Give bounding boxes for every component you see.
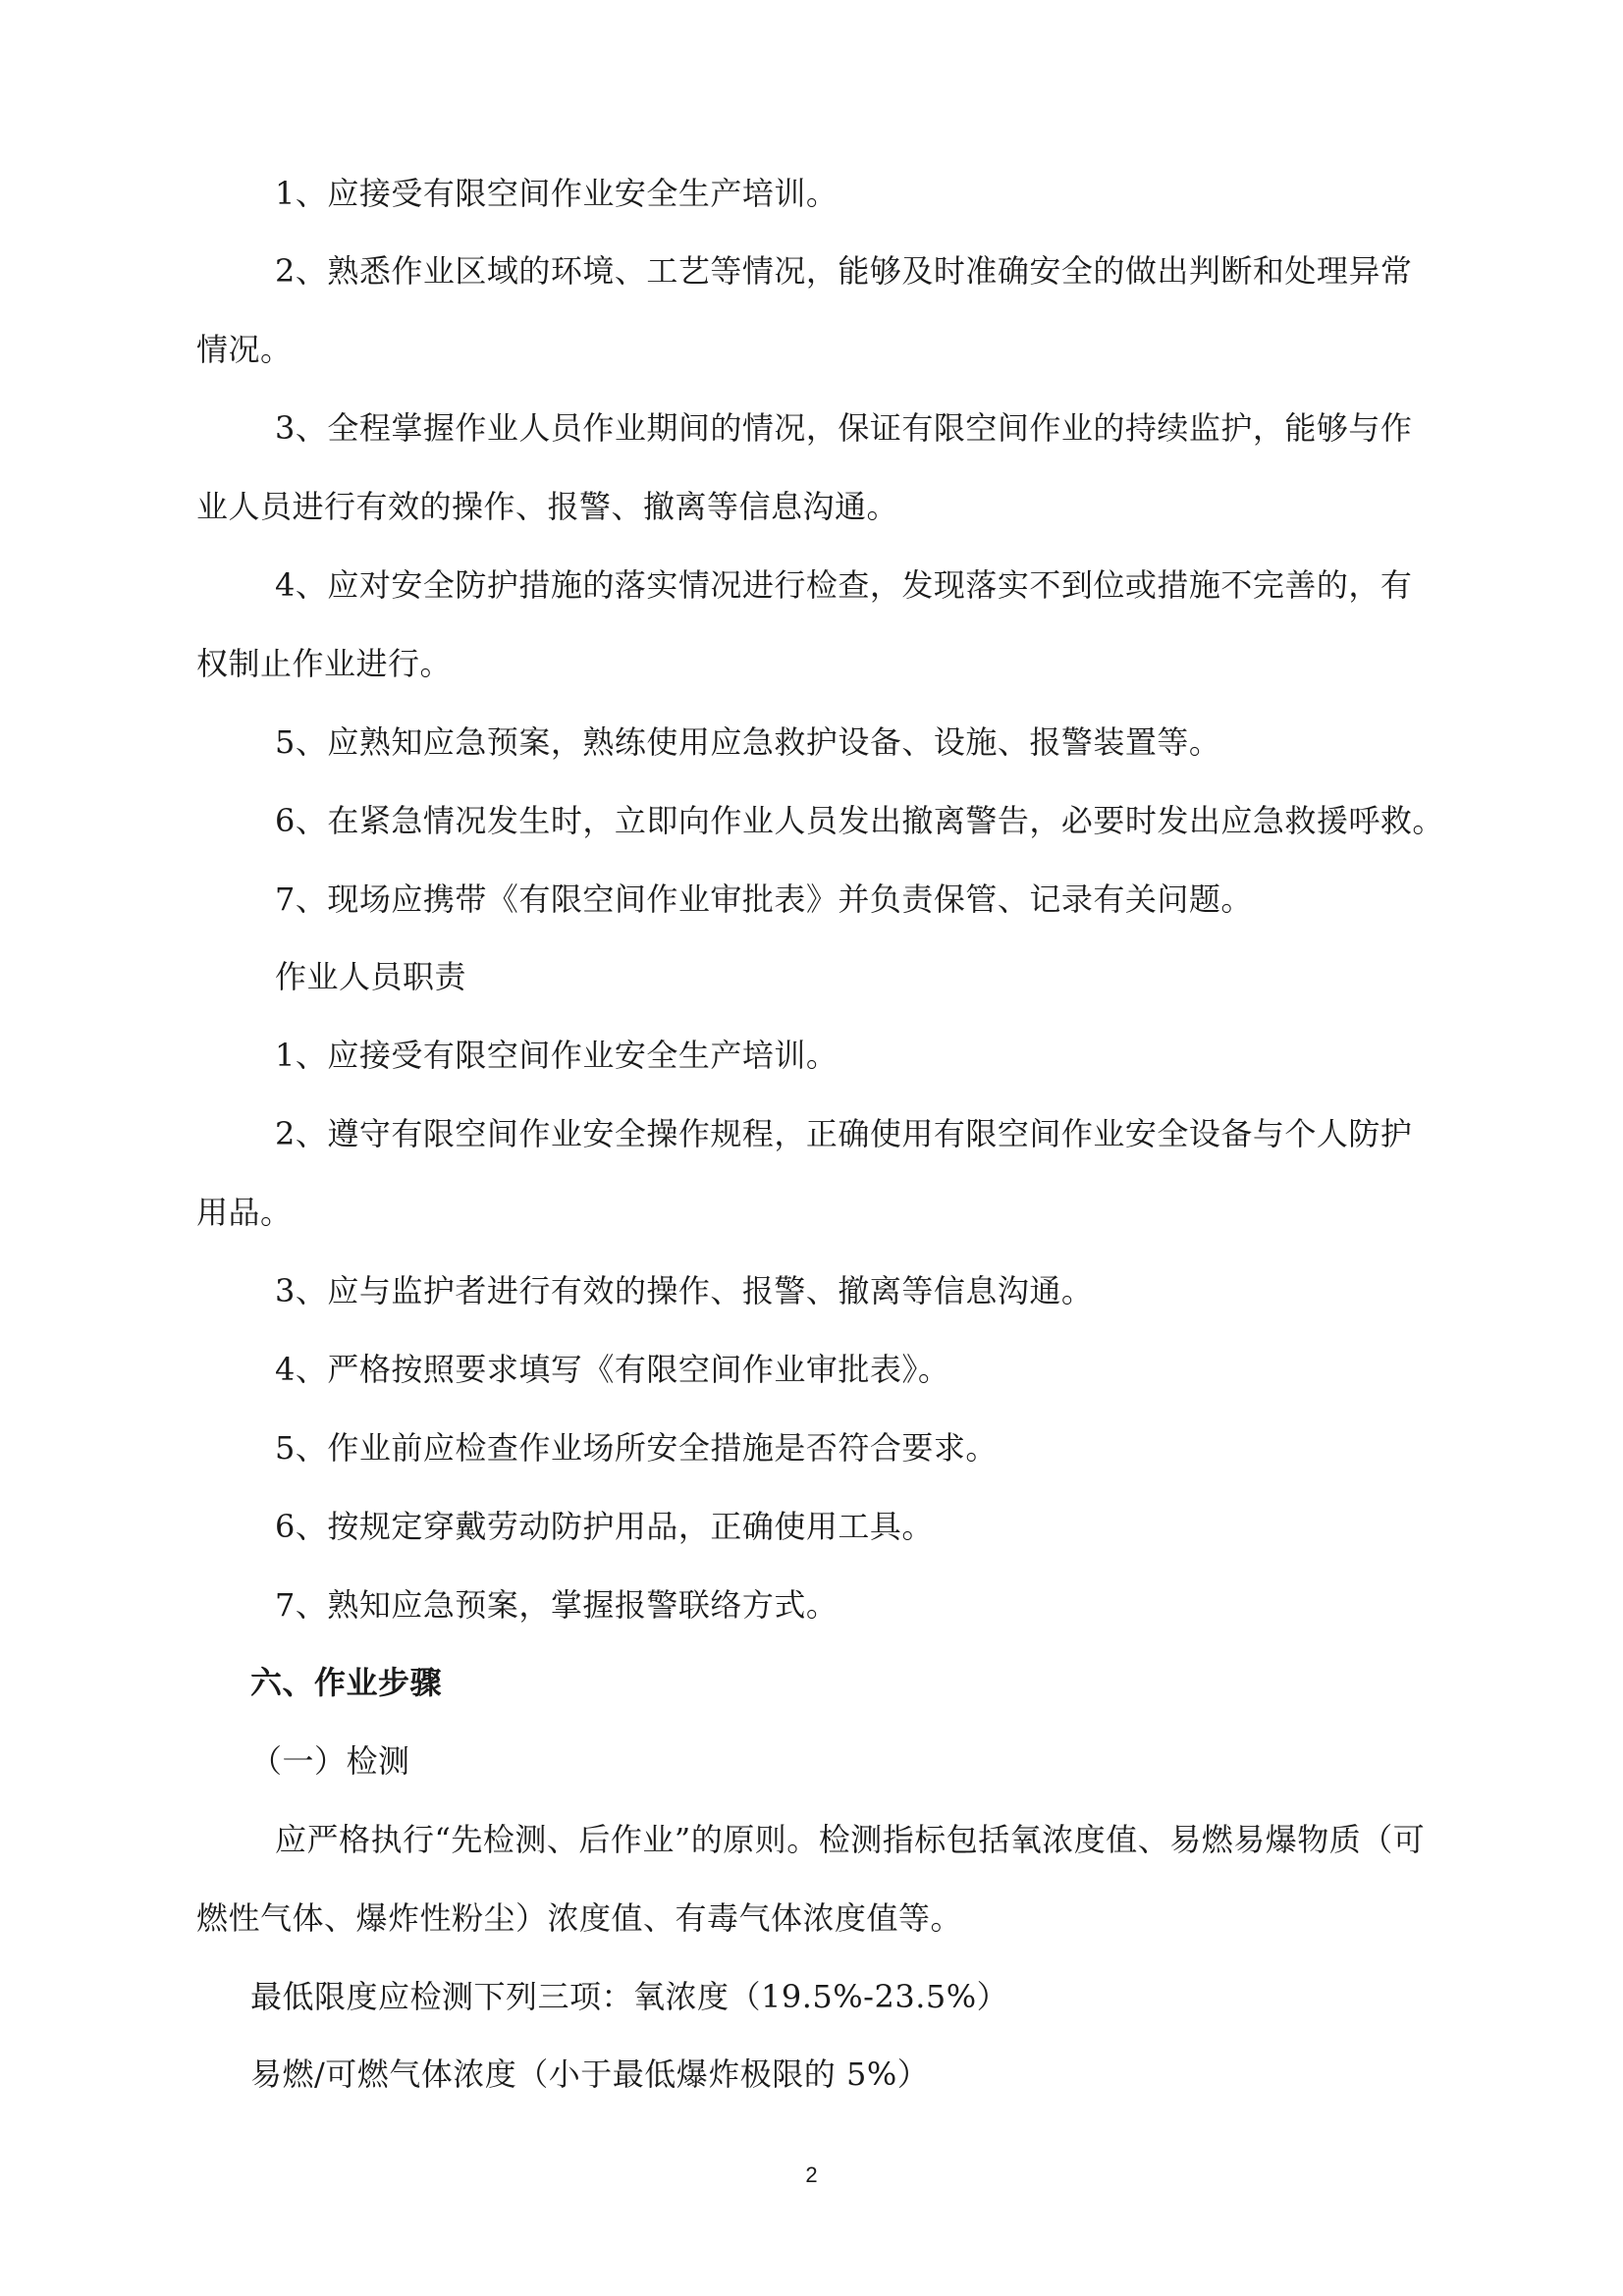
supervisor-duty-7: 7、现场应携带《有限空间作业审批表》并负责保管、记录有关问题。 [275,881,1253,918]
supervisor-duty-6: 6、在紧急情况发生时，立即向作业人员发出撤离警告，必要时发出应急救援呼救。 [275,802,1444,839]
minimum-detection-line-2: 易燃/可燃气体浓度（小于最低爆炸极限的 5%） [250,2056,930,2093]
detection-paragraph-line-2: 燃性气体、爆炸性粉尘）浓度值、有毒气体浓度值等。 [196,1899,963,1937]
supervisor-duty-2: 2、熟悉作业区域的环境、工艺等情况，能够及时准确安全的做出判断和处理异常 [275,252,1413,290]
worker-duty-1: 1、应接受有限空间作业安全生产培训。 [275,1037,839,1074]
worker-duties-title: 作业人员职责 [275,958,467,995]
supervisor-duty-4-cont: 权制止作业进行。 [196,645,453,682]
worker-duty-3: 3、应与监护者进行有效的操作、报警、撤离等信息沟通。 [275,1272,1094,1309]
supervisor-duty-3: 3、全程掌握作业人员作业期间的情况，保证有限空间作业的持续监护，能够与作 [275,409,1413,447]
worker-duty-4: 4、严格按照要求填写《有限空间作业审批表》。 [275,1351,950,1388]
worker-duty-7: 7、熟知应急预案，掌握报警联络方式。 [275,1586,839,1624]
section-heading: 六、作业步骤 [250,1664,443,1701]
worker-duty-2-cont: 用品。 [196,1194,293,1231]
detection-paragraph-line-1: 应严格执行“先检测、后作业”的原则。检测指标包括氧浓度值、易燃易爆物质（可 [275,1821,1426,1858]
page-number: 2 [805,2163,818,2187]
supervisor-duty-5: 5、应熟知应急预案，熟练使用应急救护设备、设施、报警装置等。 [275,723,1221,761]
supervisor-duty-4: 4、应对安全防护措施的落实情况进行检查，发现落实不到位或措施不完善的，有 [275,566,1413,604]
supervisor-duty-1: 1、应接受有限空间作业安全生产培训。 [275,175,839,212]
worker-duty-2: 2、遵守有限空间作业安全操作规程，正确使用有限空间作业安全设备与个人防护 [275,1115,1413,1152]
worker-duty-5: 5、作业前应检查作业场所安全措施是否符合要求。 [275,1429,998,1467]
subsection-heading: （一）检测 [250,1742,410,1780]
supervisor-duty-2-cont: 情况。 [196,331,293,368]
minimum-detection-line-1: 最低限度应检测下列三项：氧浓度（19.5%-23.5%） [250,1978,1009,2015]
supervisor-duty-3-cont: 业人员进行有效的操作、报警、撤离等信息沟通。 [196,488,899,525]
worker-duty-6: 6、按规定穿戴劳动防护用品，正确使用工具。 [275,1508,934,1545]
